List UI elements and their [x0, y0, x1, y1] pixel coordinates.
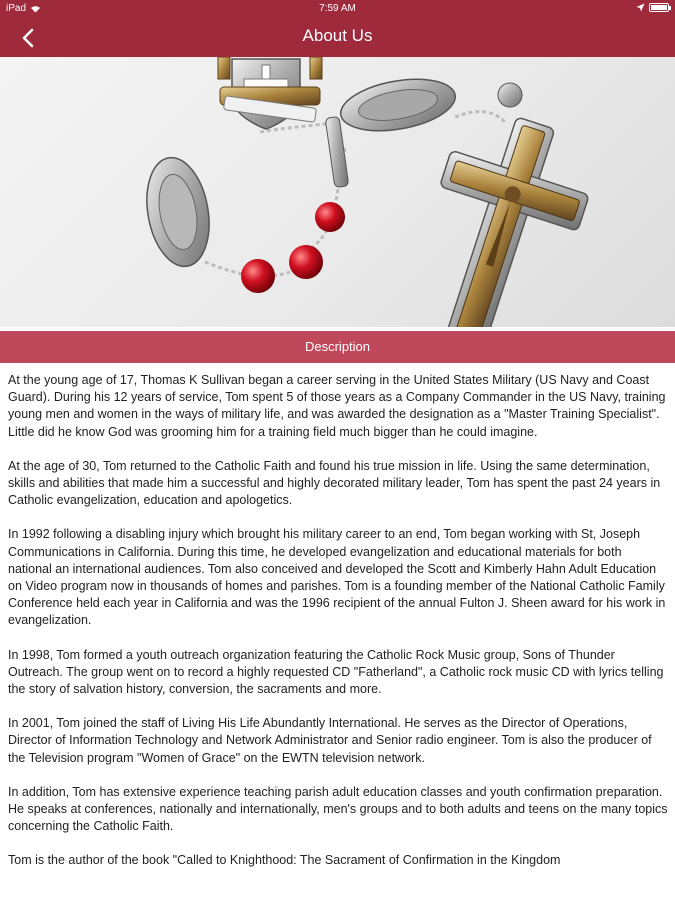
- description-content: [8, 372, 668, 887]
- page-title: About Us: [302, 26, 373, 45]
- description-paragraph: In 1992 following a disabling injury which brought his military career to an end, Tom began working with St, Joseph Communications in California. During this time, he developed evangelization and educational materials for both national an international audiences. Tom also conceived and developed the Scott and Kimberly Hahn Adult Education on Video program now in thousands of homes and parishes. Tom is a founding member of the National Catholic Family Conference held each year in California and was the 1996 recipient of the annual Fulton J. Sheen award for his work in evangelization.: [8, 527, 666, 628]
- status-right: [636, 3, 669, 12]
- rosary-illustration: [0, 57, 675, 327]
- status-bar: [0, 0, 675, 18]
- description-section-header: Description: [0, 331, 675, 363]
- description-paragraph: In addition, Tom has extensive experience teaching parish adult education classes and youth confirmation preparation. He speaks at conferences, nationally and internationally, men's groups and to both adults and teens on the many topics concerning the Catholic Faith.: [8, 784, 668, 834]
- description-paragraph: At the age of 30, Tom returned to the Catholic Faith and found his true mission in life. Using the same determination, skills and abilities that made him a successful and highly decorated military leader, Tom has spent the past 24 years in Catholic evangelization, education and apologetics.: [8, 458, 661, 508]
- carrier-label: iPad: [6, 3, 27, 14]
- status-time: 7:59 AM: [319, 3, 356, 14]
- description-paragraph: At the young age of 17, Thomas K Sullivan began a career serving in the United States Military (US Navy and Coast Guard). During his 12 years of service, Tom spent 5 of those years as a Company Commander in the US Navy, training young men and women in the ways of military life, and was awarded the designation as a "Master Training Specialist". Little did he know God was grooming him for a training field much bigger than he could imagine.: [8, 373, 666, 439]
- description-paragraph: In 1998, Tom formed a youth outreach organization featuring the Catholic Rock Music group, Sons of Thunder Outreach. The group went on to record a highly requested CD "Fatherland", a Catholic rock music CD with lyrics telling the story of salvation history, conversion, the sacraments and more.: [8, 647, 664, 697]
- app-header: [0, 0, 675, 57]
- hero-image: [0, 57, 675, 327]
- description-paragraph: Tom is the author of the book "Called to Knighthood: The Sacrament of Confirmation in the Kingdom: [8, 853, 561, 868]
- location-arrow-icon: [636, 3, 645, 12]
- description-paragraph: In 2001, Tom joined the staff of Living His Life Abundantly International. He serves as the Director of Operations, Director of Information Technology and Network Administrator and Senior radio engineer. Tom is also the producer of the Television program "Women of Grace" on the EWTN television network.: [8, 716, 652, 765]
- battery-icon: [649, 3, 669, 12]
